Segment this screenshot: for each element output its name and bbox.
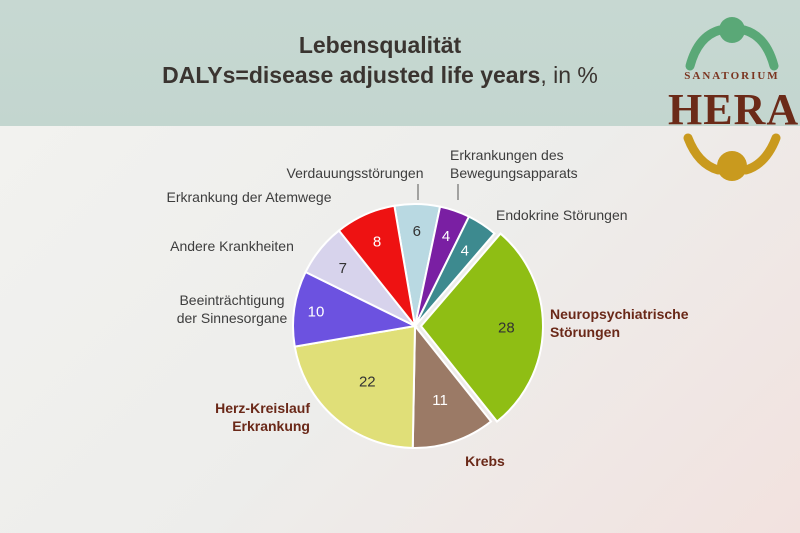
pie-category-label: Herz-Kreislauf bbox=[215, 400, 310, 416]
logo-hera-text: HERA bbox=[668, 85, 800, 134]
pie-category-label: Bewegungsapparats bbox=[450, 165, 578, 181]
pie-value-label: 4 bbox=[441, 228, 451, 246]
pie-category-label: Verdauungsstörungen bbox=[286, 165, 424, 181]
logo-sanatorium-text: SANATORIUM bbox=[684, 70, 780, 82]
pie-category-label: Erkrankung bbox=[232, 418, 310, 434]
pie-category-label: Erkrankungen des bbox=[450, 147, 564, 163]
pie-value-label: 6 bbox=[412, 222, 421, 240]
slide-title: Lebensqualität bbox=[298, 32, 462, 58]
pie-value-label: 28 bbox=[498, 319, 515, 337]
pie-value-label: 4 bbox=[460, 242, 469, 260]
subtitle-rest: , in % bbox=[540, 62, 598, 88]
pie-category-label: der Sinnesorgane bbox=[176, 310, 288, 326]
pie-category-label: Störungen bbox=[550, 324, 620, 340]
pie-category-label: Endokrine Störungen bbox=[496, 207, 628, 223]
pie-category-label: Andere Krankheiten bbox=[170, 238, 294, 254]
pie-value-label: 8 bbox=[372, 233, 382, 251]
subtitle-bold: DALYs=disease adjusted life years bbox=[162, 62, 541, 88]
pie-category-label: Neuropsychiatrische bbox=[550, 306, 689, 322]
pie-value-label: 22 bbox=[358, 373, 376, 391]
pie-category-label: Erkrankung der Atemwege bbox=[166, 189, 332, 205]
pie-category-label: Beeinträchtigung bbox=[179, 292, 285, 308]
pie-value-label: 10 bbox=[307, 303, 325, 321]
pie-value-label: 11 bbox=[432, 391, 448, 409]
pie-value-label: 7 bbox=[338, 259, 347, 277]
pie-category-label: Krebs bbox=[465, 453, 505, 469]
